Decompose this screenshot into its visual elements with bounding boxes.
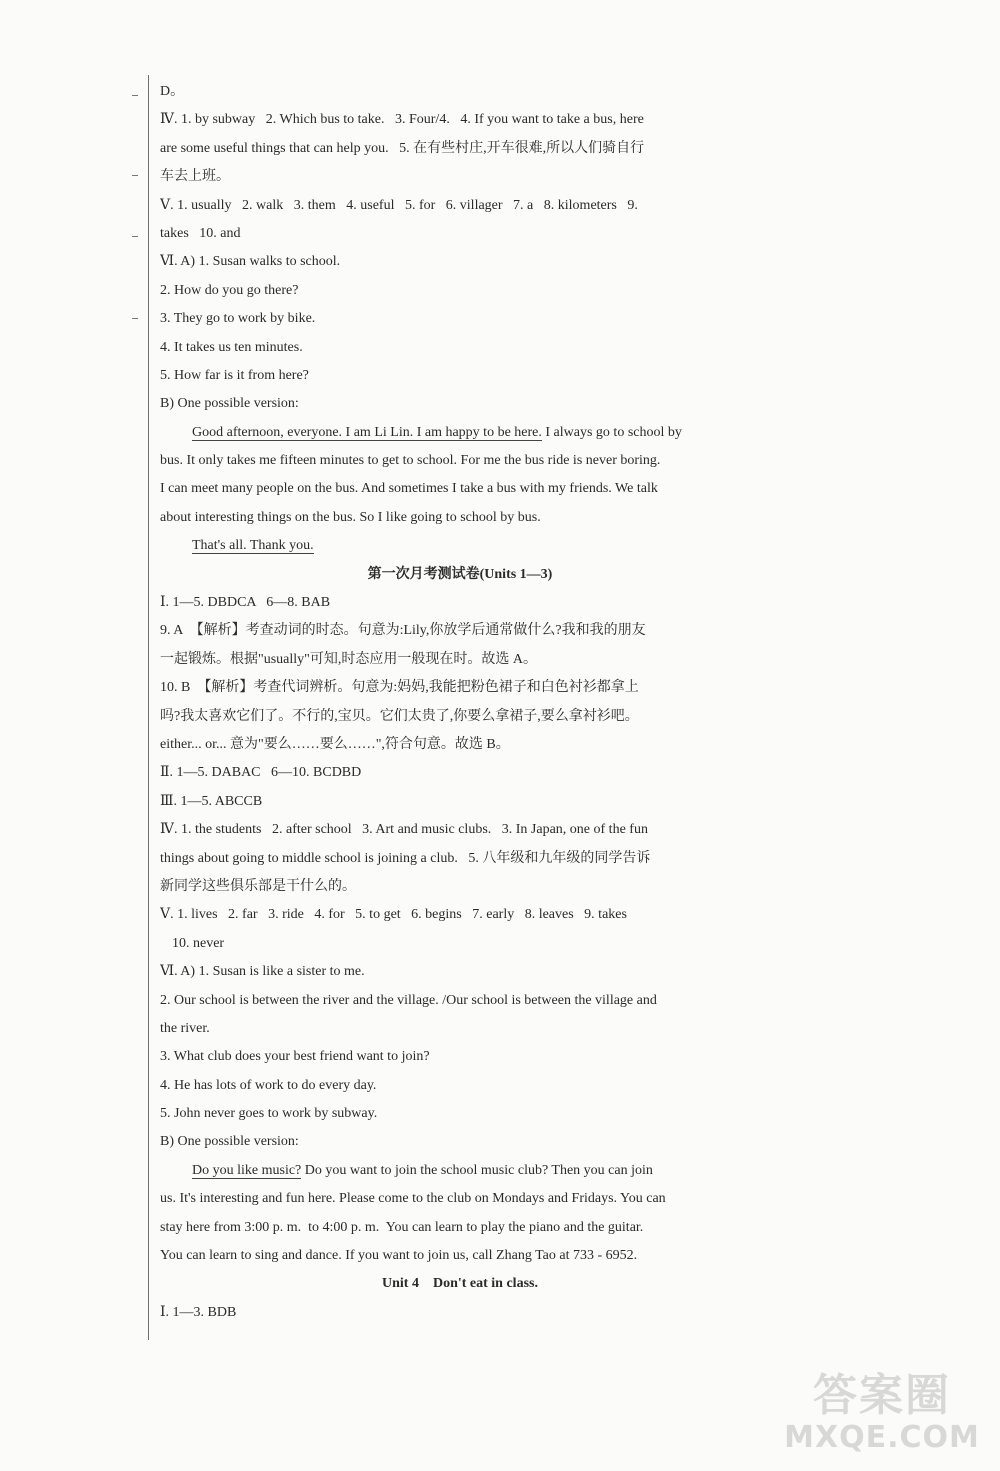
answer-line: 2. How do you go there?: [160, 282, 299, 298]
underlined-sentence: Good afternoon, everyone. I am Li Lin. I am happy to be here.: [192, 424, 542, 440]
essay-line: [160, 1157, 760, 1185]
answer-line: the river.: [160, 1020, 210, 1036]
essay-line: bus. It only takes me fifteen minutes to get to school. For me the bus ride is never boring.: [160, 453, 661, 469]
answer-line: Ⅰ. 1—5. DBDCA 6—8. BAB: [160, 595, 331, 611]
binding-margin-line: [148, 75, 149, 1340]
answer-line: 2. Our school is between the river and the village. /Our school is between the village and: [160, 992, 657, 1008]
answer-line: either... or... 意为"要么……要么……",符合句意。故选 B。: [160, 736, 510, 752]
answer-line: 10. never: [172, 935, 225, 951]
margin-tick: [132, 175, 138, 176]
answer-line: 3. What club does your best friend want to join?: [160, 1049, 430, 1065]
essay-text: Do you want to join the school music club? Then you can join: [301, 1162, 653, 1178]
essay-line: You can learn to sing and dance. If you want to join us, call Zhang Tao at 733 - 6952.: [160, 1248, 638, 1264]
essay-line: stay here from 3:00 p. m. to 4:00 p. m. You can learn to play the piano and the guitar.: [160, 1219, 644, 1235]
answer-line: 5. John never goes to work by subway.: [160, 1106, 378, 1122]
answer-line: 10. B 【解析】考查代词辨析。句意为:妈妈,我能把粉色裙子和白色衬衫都拿上: [160, 680, 639, 696]
answer-line: Ⅵ. A) 1. Susan walks to school.: [160, 254, 341, 270]
essay-line: about interesting things on the bus. So I like going to school by bus.: [160, 509, 541, 525]
margin-tick: [132, 95, 138, 96]
answer-line: Ⅳ. 1. the students 2. after school 3. Art and music clubs. 3. In Japan, one of the fun: [160, 822, 648, 838]
answer-line: 3. They go to work by bike.: [160, 311, 316, 327]
answer-line: 5. How far is it from here?: [160, 367, 309, 383]
essay-text: I always go to school by: [541, 424, 682, 440]
underlined-sentence: That's all. Thank you.: [192, 538, 314, 554]
underlined-sentence: Do you like music?: [192, 1162, 302, 1178]
section-heading: Unit 4 Don't eat in class.: [382, 1276, 538, 1292]
margin-tick: [132, 318, 138, 319]
answer-line: Ⅰ. 1—3. BDB: [160, 1304, 237, 1320]
essay-line: [160, 532, 760, 560]
answer-line: 吗?我太喜欢它们了。不行的,宝贝。它们太贵了,你要么拿裙子,要么拿衬衫吧。: [160, 708, 639, 724]
watermark-url: MXQE.COM: [784, 1420, 980, 1455]
essay-line: I can meet many people on the bus. And sometimes I take a bus with my friends. We talk: [160, 481, 658, 497]
watermark-text: 答案圈: [813, 1370, 951, 1421]
answer-line: things about going to middle school is joining a club. 5. 八年级和九年级的同学告诉: [160, 850, 651, 866]
essay-line: us. It's interesting and fun here. Please come to the club on Mondays and Fridays. You can: [160, 1191, 666, 1207]
answer-line: D。: [160, 84, 185, 99]
answer-line: Ⅲ. 1—5. ABCCB: [160, 793, 263, 809]
answer-line: Ⅵ. A) 1. Susan is like a sister to me.: [160, 964, 365, 980]
answer-line: B) One possible version:: [160, 396, 299, 412]
answer-line: 车去上班。: [160, 169, 230, 185]
answer-line: 一起锻炼。根据"usually"可知,时态应用一般现在时。故选 A。: [160, 651, 537, 667]
answer-line: Ⅴ. 1. usually 2. walk 3. them 4. useful 5. for 6. villager 7. a 8. kilometers 9.: [160, 197, 638, 213]
answer-line: Ⅳ. 1. by subway 2. Which bus to take. 3. Four/4. 4. If you want to take a bus, here: [160, 112, 644, 128]
answer-line: 4. It takes us ten minutes.: [160, 339, 303, 355]
answer-line: 9. A 【解析】考查动词的时态。句意为:Lily,你放学后通常做什么?我和我的朋友: [160, 623, 646, 639]
answer-line: takes 10. and: [160, 225, 241, 241]
answer-line: 新同学这些俱乐部是干什么的。: [160, 878, 356, 894]
answer-line: Ⅱ. 1—5. DABAC 6—10. BCDBD: [160, 765, 362, 781]
site-watermark-logo: [782, 1371, 982, 1461]
answer-content: [160, 78, 760, 1327]
answer-line: Ⅴ. 1. lives 2. far 3. ride 4. for 5. to get 6. begins 7. early 8. leaves 9. takes: [160, 907, 627, 923]
answer-line: are some useful things that can help you. 5. 在有些村庄,开车很难,所以人们骑自行: [160, 140, 645, 156]
answer-line: B) One possible version:: [160, 1134, 299, 1150]
margin-tick: [132, 236, 138, 237]
section-heading: 第一次月考测试卷(Units 1—3): [367, 566, 553, 582]
essay-line: [160, 419, 760, 447]
answer-line: 4. He has lots of work to do every day.: [160, 1077, 377, 1093]
